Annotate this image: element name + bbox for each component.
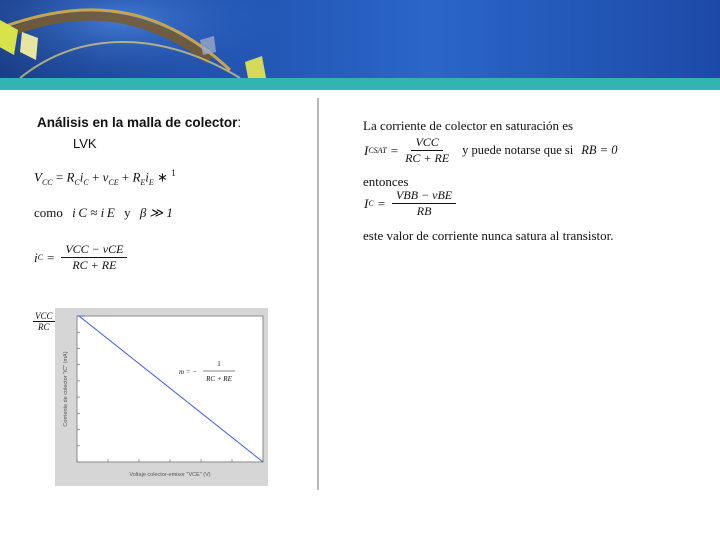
assumption-line: como i C ≈ i E y β ≫ 1 [34,205,173,220]
saturation-title: La corriente de colector en saturación es [363,118,574,133]
column-divider [317,98,319,490]
chart-canvas [55,308,268,486]
slope-label: m = − [179,368,198,376]
entonces-text: entonces [363,174,409,189]
conclusion-text: este valor de corriente nunca satura al transistor. [363,228,614,243]
section-heading: Análisis en la malla de colector: [37,115,242,130]
x-axis-label: Voltaje colector-emisor "VCE" (V) [129,472,211,478]
y-axis-label: Corriente de colector "iC" (mA) [63,351,69,427]
load-line-chart [55,308,268,486]
equation-ic-base: I C = $\frac{\text{VBB − vBE}}{RB}$ [364,188,459,219]
banner-art [0,0,720,78]
equation-saturation: I CSAT = $\frac{\text{VCC}}{RC + RE}$ y puede notarse que si RB = 0 [364,135,618,165]
slope-numerator: 1 [217,360,221,368]
header-banner [0,0,720,78]
lvk-label: LVK [73,136,97,151]
equation-ic: i C = $\frac{\text{VCC − vCE}}{RC + RE}$ [34,242,130,273]
header-accent-bar [0,78,720,90]
slope-denominator: RC + RE [206,375,232,383]
equation-lvk: $V_{CC} = R_Ci_C + v_{CE} + R_Ei_E$ ∗ $^1$ [34,168,176,187]
y-intercept-label: VCC RC [35,311,53,332]
